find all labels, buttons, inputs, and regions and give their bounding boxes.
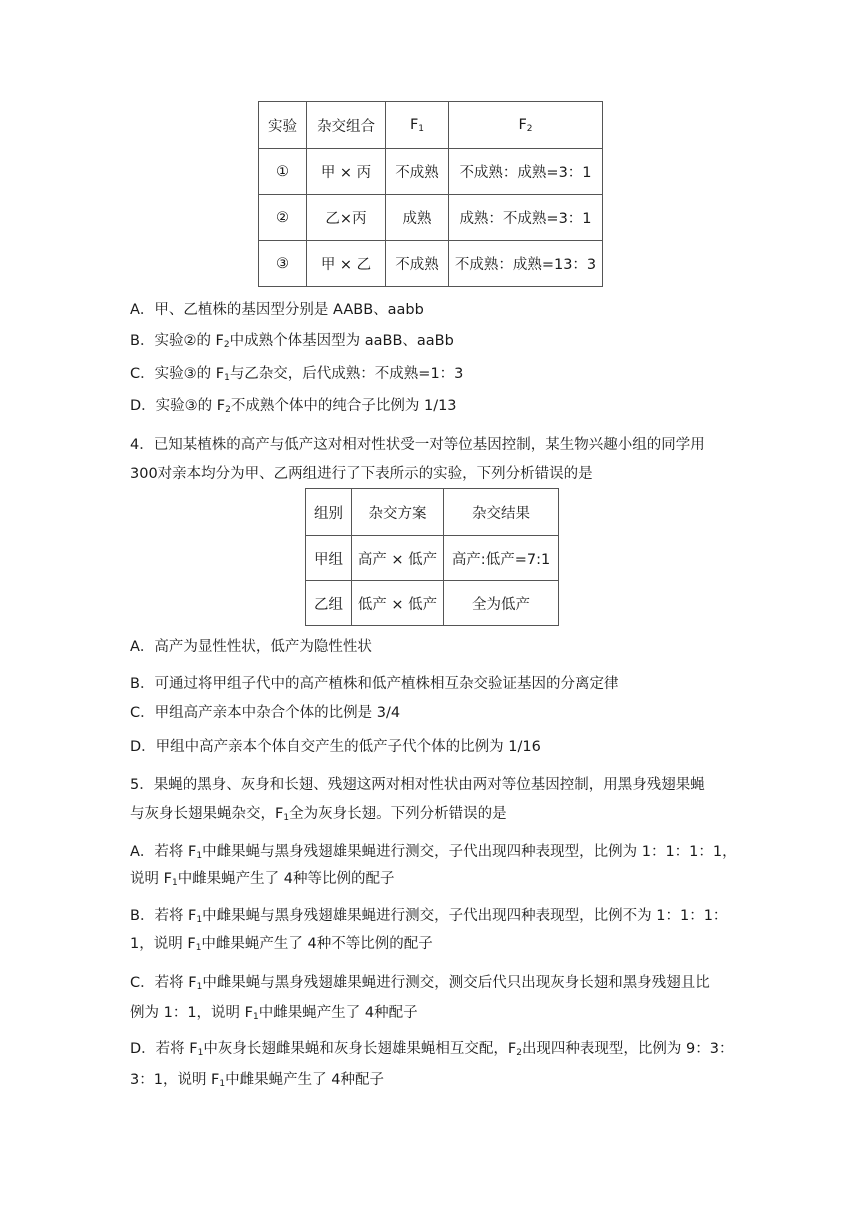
table-cell: 甲 × 乙 [307,241,386,287]
q3-option-c: C．实验③的 $F_1$与乙杂交，后代成熟：不成熟=1：3 [130,366,464,383]
table-header-row [306,489,559,536]
header-cell: 杂交结果 [444,489,559,536]
table-cell: 不成熟：成熟=3：1 [449,149,603,195]
q5-option-c-line2: 例为 1：1，说明 $F_1$中雌果蝇产生了 4种配子 [130,1005,418,1022]
table-row [259,241,603,287]
q3-option-b: B．实验②的 $F_2$中成熟个体基因型为 aaBB、aaBb [130,333,454,350]
table-cell: 不成熟 [386,241,449,287]
q4-stem-line1: 4．已知某植株的高产与低产这对相对性状受一对等位基因控制，某生物兴趣小组的同学用 [130,437,705,453]
q5-option-a-line2: 说明 $F_1$中雌果蝇产生了 4种等比例的配子 [130,871,395,888]
table-cell: 高产:低产=7:1 [444,536,559,581]
header-cell: 杂交方案 [352,489,444,536]
q5-option-b-line2: 1，说明 $F_1$中雌果蝇产生了 4种不等比例的配子 [130,936,433,953]
header-cell: $F_2$ [449,102,603,149]
table-row [259,195,603,241]
q5-option-a-line1: A．若将 $F_1$中雌果蝇与黑身残翅雄果蝇进行测交，子代出现四种表现型，比例为 1：1：1：1， [130,844,737,861]
table-cell: 不成熟：成熟=13：3 [449,241,603,287]
table-cell: ② [259,195,307,241]
table-cell: 低产 × 低产 [352,581,444,626]
table-cell: 高产 × 低产 [352,536,444,581]
table-cell: ③ [259,241,307,287]
q4-option-a: A．高产为显性性状，低产为隐性性状 [130,639,372,655]
table-cell: ① [259,149,307,195]
table-cell: 乙×丙 [307,195,386,241]
table-cell: 甲 × 丙 [307,149,386,195]
q5-option-d-line2: 3：1，说明 $F_1$中雌果蝇产生了 4种配子 [130,1072,384,1089]
header-cell: 组别 [306,489,352,536]
q3-option-a: A．甲、乙植株的基因型分别是 AABB、aabb [130,302,424,318]
q4-option-c: C．甲组高产亲本中杂合个体的比例是 3/4 [130,705,401,721]
table-cell: 全为低产 [444,581,559,626]
table-cell: 乙组 [306,581,352,626]
q4-option-d: D．甲组中高产亲本个体自交产生的低产子代个体的比例为 1/16 [130,739,541,755]
table-row [259,149,603,195]
header-cell: $F_1$ [386,102,449,149]
header-cell: 实验 [259,102,307,149]
table-cell: 成熟 [386,195,449,241]
q4-option-b: B．可通过将甲组子代中的高产植株和低产植株相互杂交验证基因的分离定律 [130,676,619,692]
experiment-table [258,101,603,287]
q5-option-c-line1: C．若将 $F_1$中雌果蝇与黑身残翅雄果蝇进行测交，测交后代只出现灰身长翅和黑身残翅且比 [130,975,710,992]
q5-option-b-line1: B．若将 $F_1$中雌果蝇与黑身残翅雄果蝇进行测交，子代出现四种表现型，比例不为 1：1：1： [130,908,728,925]
q4-stem-line2: 300对亲本均分为甲、乙两组进行了下表所示的实验，下列分析错误的是 [130,466,593,482]
q5-option-d-line1: D．若将 $F_1$中灰身长翅雌果蝇和灰身长翅雄果蝇相互交配，$F_2$出现四种表现型，比例为 9：3： [130,1041,734,1058]
q3-option-d: D．实验③的 $F_2$不成熟个体中的纯合子比例为 1/13 [130,398,457,415]
table-row [306,581,559,626]
q5-stem-line2: 与灰身长翅果蝇杂交，$F_1$全为灰身长翅。下列分析错误的是 [130,806,507,823]
table-cell: 甲组 [306,536,352,581]
header-cell: 杂交组合 [307,102,386,149]
q5-stem-line1: 5．果蝇的黑身、灰身和长翅、残翅这两对相对性状由两对等位基因控制，用黑身残翅果蝇 [130,777,705,793]
table-row [306,536,559,581]
table-cell: 成熟：不成熟=3：1 [449,195,603,241]
table-header-row [259,102,603,149]
crossing-table [305,488,559,626]
table-cell: 不成熟 [386,149,449,195]
